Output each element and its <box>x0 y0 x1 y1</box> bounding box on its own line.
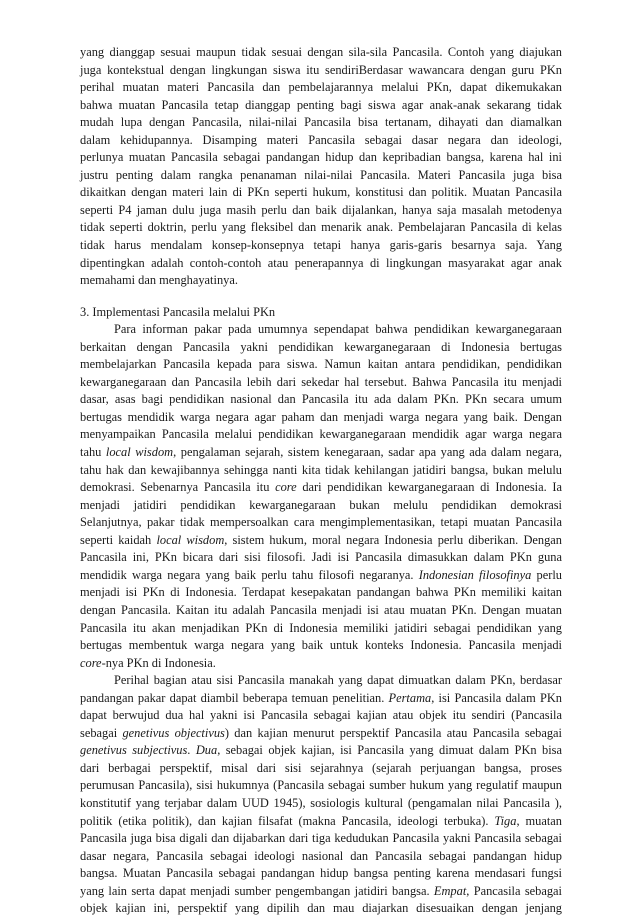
text-line <box>80 813 562 831</box>
text-line: dikaitkan dengan materi lain di PKn seperti hukum, konstitusi dan politik. Muatan Pancasila <box>80 185 562 200</box>
text-line: dapat berwujud dua hal yakni isi Pancasila sebagai kajian atau objek itu sendiri (Pancasila <box>80 708 562 723</box>
italic-term: local wisdom <box>105 445 174 460</box>
text-line: Pancasila itu akan menjadikan PKn di Indonesia memiliki jatidiri sebagai pendidikan yang <box>80 620 562 635</box>
italic-term: Pertama <box>388 690 432 705</box>
text-line: membelajarkan Pancasila kepada para siswa. Namun kaitan antara pendidikan, pendidikan <box>80 357 562 372</box>
text-run: dari pendidikan kewarganegaraan di Indonesia. Ia <box>296 480 562 495</box>
text-run: , Pancasila sebagai <box>466 883 562 898</box>
text-line: Perihal bagian atau sisi Pancasila manakah yang dapat dimuatkan dalam PKn, berdasar <box>114 673 562 688</box>
section-heading: 3. Implementasi Pancasila melalui PKn <box>80 304 276 319</box>
italic-term: Empat <box>433 883 467 898</box>
text-run: ) dan kajian menurut perspektif Pancasila atau Pancasila sebagai <box>224 725 562 740</box>
italic-term: Tiga <box>494 813 517 828</box>
text-line: memahami dan menghayatinya. <box>80 273 238 288</box>
text-line: yang dianggap sesuai maupun tidak sesuai dengan sila-sila Pancasila. Contoh yang diajukan <box>80 45 562 59</box>
text-line: dipentingkan adalah contoh-contoh atau penerapannya di lingkungan masyarakat agar anak <box>80 255 562 270</box>
text-line: juga kontekstual dengan lingkungan siswa itu sendiriBerdasar wawancara dengan guru PKn <box>80 62 562 77</box>
paragraph-pancasila-parts <box>80 672 562 918</box>
italic-term: local wisdom <box>156 532 225 547</box>
text-line: objek kajian ini, perspektif yang dipilih dan mau diajarkan disesuaikan dengan jenjang <box>80 901 562 916</box>
text-line: menyampaikan Pancasila melalui pendidikan kewarganegaraan mendidik agar warga negara <box>80 427 562 442</box>
text-line <box>80 532 562 550</box>
text-line <box>80 883 562 901</box>
text-line: konstitutif yang terjabar dalam UUD 1945), sosiologis kultural (pengamalan nilai Pancasila ), <box>80 795 562 810</box>
italic-term: Indonesian filosofinya <box>418 567 532 582</box>
text-line: menjadi isi PKn di Indonesia. Terdapat kesepakatan pandangan bahwa PKn memiliki kaitan <box>80 585 562 600</box>
text-line: bahwa muatan Pancasila tetap dianggap penting bagi siswa agar anak-anak sekarang tidak <box>80 97 562 112</box>
text-run: tahu <box>80 445 106 460</box>
italic-term: genetivus subjectivus <box>80 743 188 758</box>
text-line: tidak seperti doktrin, perlu yang fleksibel dan menarik anak. Pembelajaran Pancasila di kelas <box>80 220 562 235</box>
text-line <box>80 444 562 462</box>
text-line: mudah lupa dengan Pancasila, nilai-nilai Pancasila bisa tertanam, dihayati dan diamalkan <box>80 115 562 130</box>
text-line: bertugas membentuk warga negara yang baik untuk konteks Indonesia. Pancasila menjadi <box>80 638 562 653</box>
text-line: perihal muatan materi Pancasila dan pembelajarannya melalui PKn, dapat dikemukakan <box>80 80 562 95</box>
text-line: Pancasila juga bisa digali dan dijabarkan dari tiga kedudukan Pancasila yakni Pancasila sebagai <box>80 831 562 846</box>
text-line: berkaitan dengan Pancasila yakni pendidikan kewarganegaraan di Indonesia bertugas <box>80 339 562 354</box>
text-line: Pancasila ini, PKn bicara dari sisi filosofi. Jadi isi Pancasila dimasukkan dalam PKn guna <box>80 550 562 565</box>
text-line <box>80 690 562 708</box>
text-line: bertugas mendidik warga negara agar paham dan menjadi warga negara yang baik. Dengan <box>80 409 562 424</box>
text-line: dalam kehidupannya. Disamping materi Pancasila sebagai dasar negara dan ideologi, <box>80 132 562 147</box>
text-line: kewarganegaraan dan Pancasila lebih dari sekedar hal tersebut. Bahwa Pancasila itu menjadi <box>80 374 562 389</box>
text-line <box>80 567 562 585</box>
text-line: justru penting dalam rangka penanaman nilai-nilai Pancasila. Materi Pancasila juga bisa <box>80 167 562 182</box>
text-run: , sistem hukum, moral negara Indonesia perlu diberikan. Dengan <box>224 532 562 547</box>
italic-term: Dua <box>195 743 218 758</box>
text-run: pandangan pakar dapat diambil beberapa temuan penelitian. <box>80 690 389 705</box>
text-run: perlu <box>531 567 562 582</box>
paragraph-implementation <box>80 321 562 672</box>
text-line: dengan Pancasila. Kaitan itu adalah Pancasila menjadi isi atau muatan PKn. Dengan muatan <box>80 602 562 617</box>
italic-term: core <box>275 480 297 495</box>
italic-term: genetivus objectivus <box>122 725 225 740</box>
text-line: seperti P4 jaman dulu juga masih perlu dan baik dijalankan, hanya saja masalah metodenya <box>80 202 562 217</box>
text-line: Para informan pakar pada umumnya sependapat bahwa pendidikan kewarganegaraan <box>114 322 562 337</box>
text-run: , sebagai objek kajian, isi Pancasila yang dimuat dalam PKn bisa <box>217 743 562 758</box>
text-line: dasar negara, Pancasila sebagai ideologi nasional dan Pancasila sebagai pandangan hidup <box>80 848 562 863</box>
italic-term: core <box>80 655 102 670</box>
text-line: Selanjutnya, pakar tidak mempersoalkan cara mengimplementasikan, tetapi muatan Pancasila <box>80 515 562 530</box>
text-run: demokrasi. Sebenarnya Pancasila itu <box>80 480 276 495</box>
text-line: tahu hak dan kewajibannya sehingga nanti kita tidak kehilangan jatidiri bangsa, bukan melulu <box>80 462 562 477</box>
text-line <box>80 479 562 497</box>
text-line: perumusan Pancasila), sisi hukumnya (Pancasila sebagai sumber hukum yang regulatif maupun <box>80 778 562 793</box>
text-line: perlunya muatan Pancasila sebagai pandangan hidup dan kepribadian bangsa, karena hal ini <box>80 150 562 165</box>
paragraph-intro <box>80 44 562 290</box>
text-run: yang lain serta dapat menjadi sumber pengembangan jatidiri bangsa. <box>80 883 434 898</box>
text-line: dasar, asas bagi pendidikan nasional dan Pancasila itu ada dalam PKn. PKn secara umum <box>80 392 562 407</box>
text-run: -nya PKn di Indonesia. <box>101 655 216 670</box>
text-run: mendidik warga negara yang baik perlu tahu filosofi negaranya. <box>80 567 419 582</box>
paragraph-gap <box>80 290 562 304</box>
text-run: . <box>187 743 196 758</box>
text-line: menjadi jatidiri pendidikan kewarganegaraan bukan melulu pendidikan demokrasi <box>80 497 562 512</box>
text-line <box>80 725 562 743</box>
text-run: politik (etika politik), dan kajian filsafat (makna Pancasila, ideologi terbuka). <box>80 813 495 828</box>
text-run: , isi Pancasila dalam PKn <box>431 690 562 705</box>
text-line: bangsa. Muatan Pancasila sebagai pandangan hidup bangsa penting karena mendasari fungsi <box>80 866 562 881</box>
text-run: sebagai <box>80 725 123 740</box>
text-run: seperti kaidah <box>80 532 157 547</box>
text-run: , muatan <box>516 813 562 828</box>
text-line: tidak harus mendalam konsep-konsepnya tetapi hanya garis-garis besarnya saja. Yang <box>80 238 562 253</box>
document-body <box>80 44 562 918</box>
text-run: , pengalaman sejarah, sistem kenegaraan, sadar apa yang ada dalam negara, <box>173 445 562 460</box>
text-line <box>80 742 562 760</box>
text-line <box>80 655 562 673</box>
text-line: dari berbagai perspektif, misal dari sisi sejarahnya (sejarah perjuangan bangsa, proses <box>80 760 562 775</box>
